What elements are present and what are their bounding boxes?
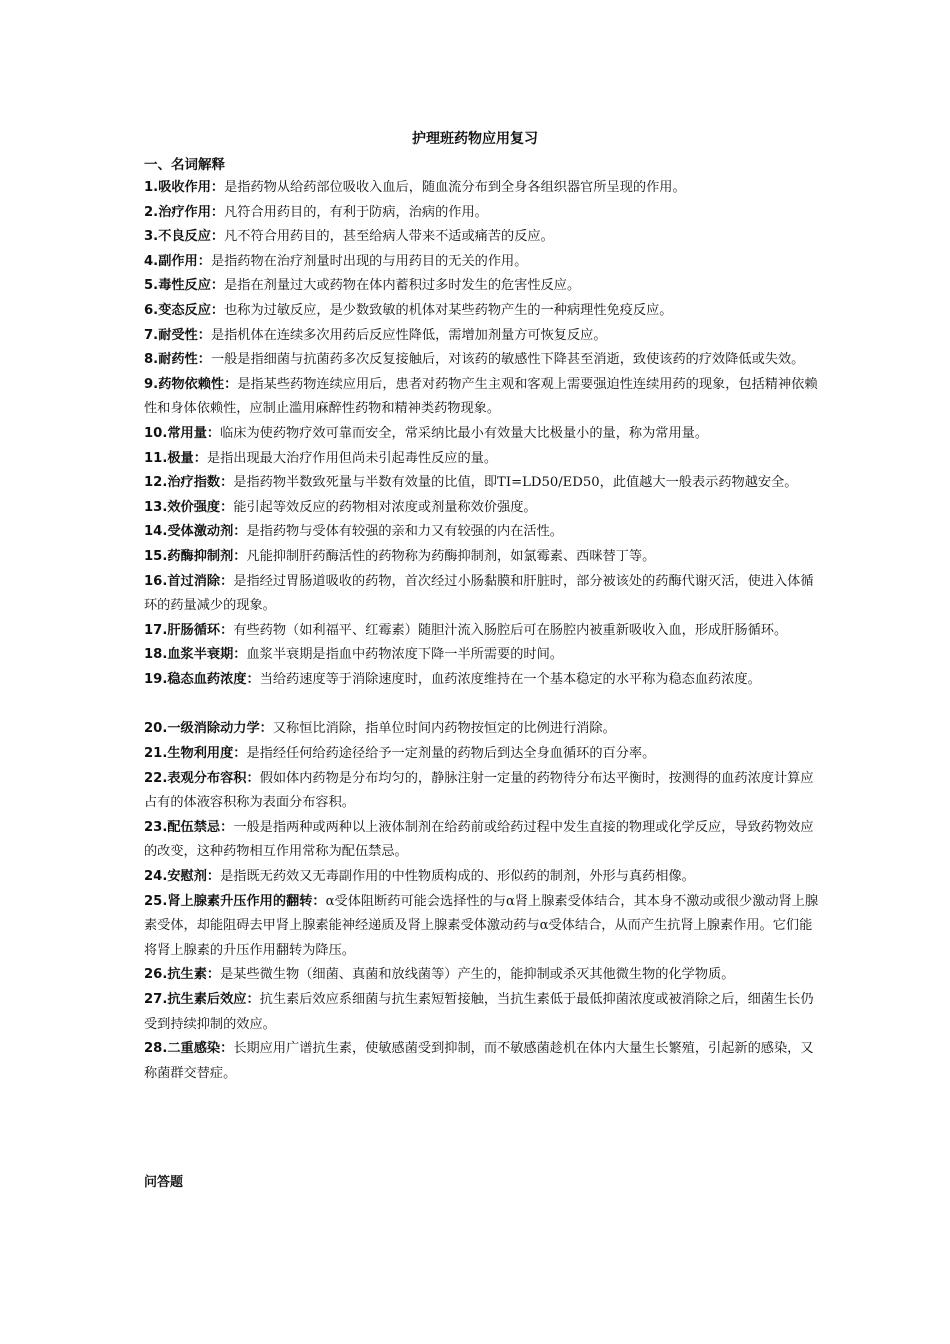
item-term: 抗生素后效应： xyxy=(167,992,260,1007)
definition-item xyxy=(144,422,820,447)
item-term: 首过消除： xyxy=(167,573,234,589)
item-definition: 血浆半衰期是指血中药物浓度下降一半所需要的时间。 xyxy=(246,647,563,663)
definition-item xyxy=(144,471,820,496)
item-definition: 临床为使药物疗效可靠而安全，常采纳比最小有效量大比极量小的量，称为常用量。 xyxy=(220,425,709,441)
item-term: 安慰剂： xyxy=(167,869,221,885)
definition-item xyxy=(144,250,820,275)
item-number: 13. xyxy=(144,499,168,515)
item-term: 治疗指数： xyxy=(167,475,234,491)
item-number: 20. xyxy=(144,721,168,737)
definition-item xyxy=(144,348,820,373)
item-number: 8. xyxy=(144,352,159,368)
item-term: 耐药性： xyxy=(158,352,211,368)
definition-item xyxy=(144,373,820,422)
item-number: 2. xyxy=(144,204,159,220)
item-definition: 凡不符合用药目的，甚至给病人带来不适或痛苦的反应。 xyxy=(224,229,554,245)
definition-item xyxy=(144,299,820,324)
definition-item xyxy=(144,865,820,890)
definition-item xyxy=(144,274,820,299)
definition-item xyxy=(144,963,820,988)
item-definition: 当给药速度等于消除速度时，血药浓度维持在一个基本稳定的水平称为稳态血药浓度。 xyxy=(259,671,761,687)
section-heading-qa: 问答题 xyxy=(144,1175,184,1190)
item-term: 药物依赖性： xyxy=(158,376,238,392)
definition-item xyxy=(144,890,820,964)
item-term: 二重感染： xyxy=(167,1041,234,1057)
item-term: 毒性反应： xyxy=(158,278,225,294)
item-definition: 有些药物（如利福平、红霉素）随胆汁流入肠腔后可在肠腔内被重新吸收入血，形成肝肠循环。 xyxy=(233,622,788,638)
definition-item xyxy=(144,447,820,472)
definition-item xyxy=(144,717,820,742)
item-definition: 一般是指两种或两种以上液体制剂在给药前或给药过程中发生直接的物理或化学反应，导致药物效应的改变，这种药物相互作用常称为配伍禁忌。 xyxy=(144,819,814,860)
definition-item xyxy=(144,570,820,619)
item-number: 7. xyxy=(144,327,159,343)
item-definition: 是某些微生物（细菌、真菌和放线菌等）产生的，能抑制或杀灭其他微生物的化学物质。 xyxy=(220,967,735,983)
definition-item xyxy=(144,324,820,349)
item-definition: 凡能抑制肝药酶活性的药物称为药酶抑制剂，如氯霉素、西咪替丁等。 xyxy=(246,548,656,564)
definition-item xyxy=(144,201,820,226)
item-definition: α受体阻断药可能会选择性的与α肾上腺素受体结合，其本身不激动或很少激动肾上腺素受体，却能阻碍去甲肾上腺素能神经递质及肾上腺素受体激动药与α受体结合，从而产生抗肾上腺素作用。它们能将肾上腺素的升压作用翻转为降压。 xyxy=(144,893,819,958)
page-title: 护理班药物应用复习 xyxy=(412,131,538,147)
definition-item xyxy=(144,176,820,201)
item-number: 11. xyxy=(144,450,168,466)
item-number: 28. xyxy=(144,1041,168,1057)
item-definition: 一般是指细菌与抗菌药多次反复接触后，对该药的敏感性下降甚至消逝，致使该药的疗效降低或失效。 xyxy=(210,352,805,368)
item-number: 1. xyxy=(144,180,159,195)
item-number: 9. xyxy=(144,376,159,392)
item-number: 19. xyxy=(144,671,168,687)
item-definition: 是指经过胃肠道吸收的药物，首次经过小肠黏膜和肝脏时，部分被该处的药酶代谢灭活，使进入体循环的药量减少的现象。 xyxy=(144,573,814,614)
item-definition: 是指出现最大治疗作用但尚未引起毒性反应的量。 xyxy=(206,450,498,466)
definition-item xyxy=(144,767,820,816)
definition-item xyxy=(144,742,820,767)
section-heading: 一、名词解释 xyxy=(144,157,225,173)
item-definition: 也称为过敏反应，是少数致敏的机体对某些药物产生的一种病理性免疫反应。 xyxy=(224,302,673,318)
item-term: 肾上腺素升压作用的翻转： xyxy=(167,893,326,909)
item-term: 生物利用度： xyxy=(167,746,247,762)
item-number: 15. xyxy=(144,548,168,564)
item-number: 5. xyxy=(144,278,159,294)
item-definition: 是指药物与受体有较强的亲和力又有较强的内在活性。 xyxy=(246,524,563,540)
item-number: 22. xyxy=(144,770,168,786)
item-term: 血浆半衰期： xyxy=(167,647,247,663)
item-definition: 又称恒比消除，指单位时间内药物按恒定的比例进行消除。 xyxy=(272,721,616,737)
item-term: 极量： xyxy=(167,450,207,466)
item-term: 常用量： xyxy=(167,425,221,441)
item-number: 3. xyxy=(144,229,159,245)
definition-item xyxy=(144,816,820,865)
item-number: 25. xyxy=(144,893,168,909)
item-number: 26. xyxy=(144,967,168,983)
definition-item xyxy=(144,225,820,250)
definition-item xyxy=(144,520,820,545)
definition-item xyxy=(144,1037,820,1086)
item-definition: 是指某些药物连续应用后，患者对药物产生主观和客观上需要强迫性连续用药的现象，包括精神依赖性和身体依赖性，应制止滥用麻醉性药物和精神类药物现象。 xyxy=(144,376,818,417)
item-definition: 假如体内药物是分布均匀的，静脉注射一定量的药物待分布达平衡时，按测得的血药浓度计算应占有的体液容积称为表面分布容积。 xyxy=(144,770,814,811)
item-definition: 是指经任何给药途径给予一定剂量的药物后到达全身血循环的百分率。 xyxy=(246,746,656,762)
item-definition: 是指既无药效又无毒副作用的中性物质构成的、形似药的制剂，外形与真药相像。 xyxy=(220,869,695,885)
item-number: 21. xyxy=(144,746,168,762)
item-definition: 能引起等效反应的药物相对浓度或剂量称效价强度。 xyxy=(233,499,537,515)
item-number: 17. xyxy=(144,622,168,638)
item-definition: 凡符合用药目的，有利于防病，治病的作用。 xyxy=(224,204,488,220)
item-term: 稳态血药浓度： xyxy=(167,671,260,687)
item-term: 肝肠循环： xyxy=(167,622,234,638)
item-term: 吸收作用： xyxy=(158,180,225,195)
item-number: 14. xyxy=(144,524,168,540)
item-term: 效价强度： xyxy=(167,499,234,515)
item-definition: 是指药物在治疗剂量时出现的与用药目的无关的作用。 xyxy=(210,253,528,269)
definition-item xyxy=(144,643,820,668)
item-term: 配伍禁忌： xyxy=(167,819,234,835)
item-term: 药酶抑制剂： xyxy=(167,548,247,564)
item-number: 12. xyxy=(144,475,168,491)
item-term: 受体激动剂： xyxy=(167,524,247,540)
item-definition: 是指药物从给药部位吸收入血后，随血流分布到全身各组织器官所呈现的作用。 xyxy=(224,180,686,195)
item-term: 一级消除动力学： xyxy=(167,721,273,737)
item-number: 16. xyxy=(144,573,168,589)
item-definition: 抗生素后效应系细菌与抗生素短暂接触，当抗生素低于最低抑菌浓度或被消除之后，细菌生长仍受到持续抑制的效应。 xyxy=(144,992,814,1032)
definition-item xyxy=(144,545,820,570)
item-term: 变态反应： xyxy=(158,302,225,318)
item-number: 10. xyxy=(144,425,168,441)
definition-list xyxy=(144,176,820,1086)
item-number: 6. xyxy=(144,302,159,318)
item-number: 24. xyxy=(144,869,168,885)
item-definition: 是指机体在连续多次用药后反应性降低，需增加剂量方可恢复反应。 xyxy=(210,327,607,343)
item-term: 治疗作用： xyxy=(158,204,225,220)
definition-item xyxy=(144,668,820,693)
item-definition: 长期应用广谱抗生素，使敏感菌受到抑制，而不敏感菌趁机在体内大量生长繁殖，引起新的感染，又称菌群交替症。 xyxy=(144,1041,814,1081)
item-term: 不良反应： xyxy=(158,229,225,245)
item-term: 抗生素： xyxy=(167,967,221,983)
definition-item xyxy=(144,496,820,521)
item-term: 副作用： xyxy=(158,253,211,269)
item-definition: 是指在剂量过大或药物在体内蓄积过多时发生的危害性反应。 xyxy=(224,278,581,294)
item-term: 耐受性： xyxy=(158,327,211,343)
item-number: 18. xyxy=(144,647,168,663)
item-number: 27. xyxy=(144,992,168,1007)
item-number: 23. xyxy=(144,819,168,835)
definition-item xyxy=(144,988,820,1037)
item-term: 表观分布容积： xyxy=(167,770,260,786)
item-definition: 是指药物半数致死量与半数有效量的比值，即TI=LD50/ED50，此值越大一般表示药物越安全。 xyxy=(233,475,798,491)
item-number: 4. xyxy=(144,253,159,269)
definition-item xyxy=(144,619,820,644)
